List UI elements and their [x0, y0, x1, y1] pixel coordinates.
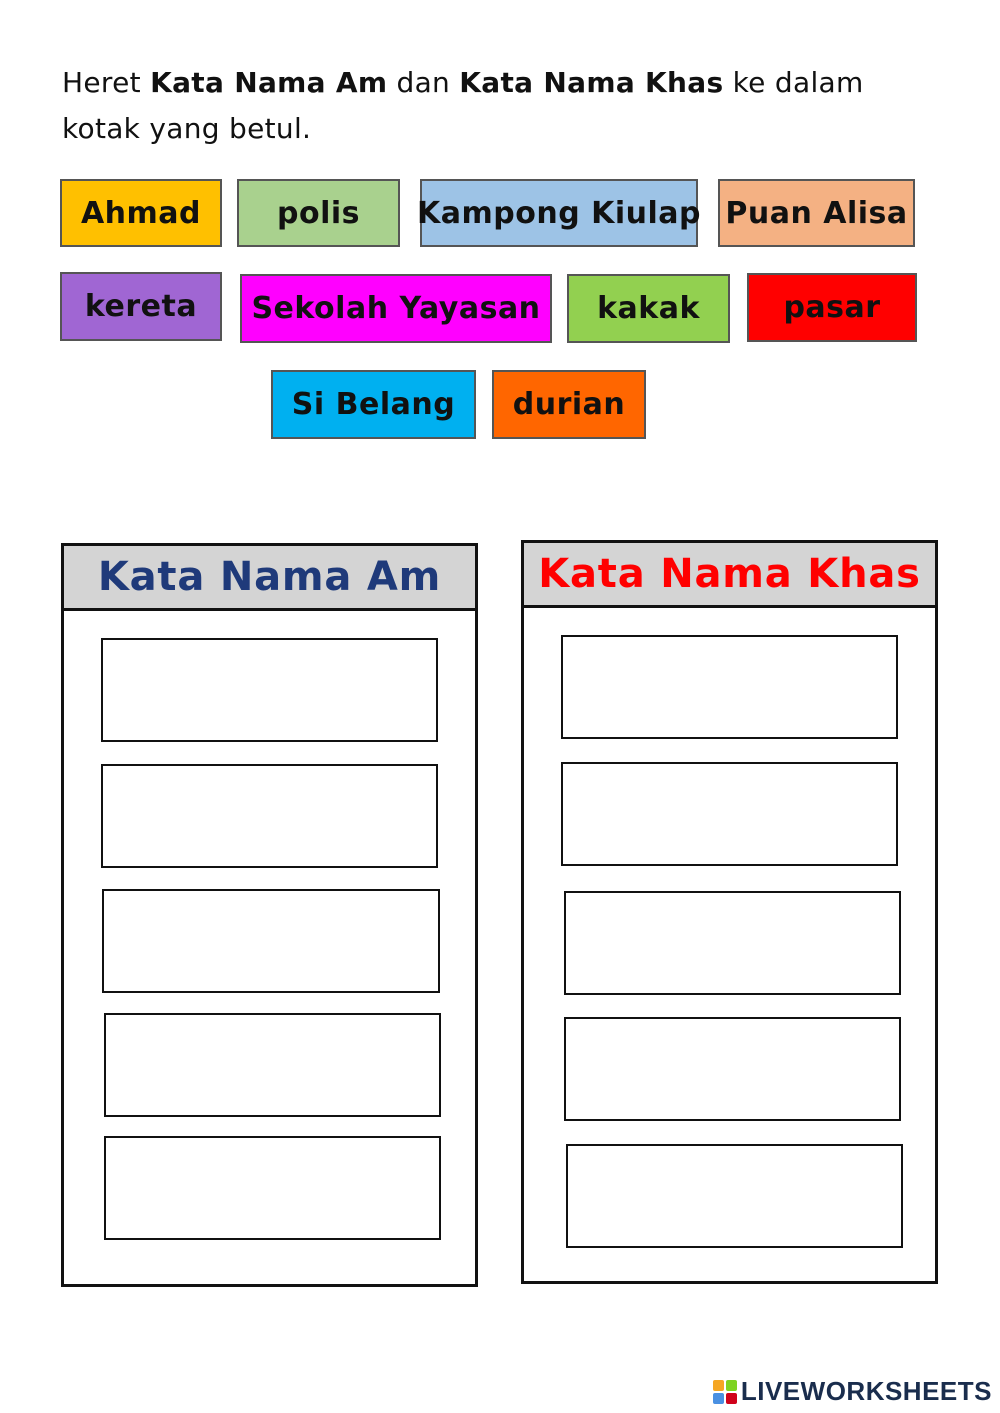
- drop-slot[interactable]: [101, 764, 438, 868]
- word-chip[interactable]: kakak: [567, 274, 730, 343]
- instruction-part: Heret: [62, 66, 151, 99]
- instruction-part: dan: [387, 66, 460, 99]
- word-chip[interactable]: durian: [492, 370, 646, 439]
- logo-tile: [726, 1380, 737, 1391]
- drop-slot[interactable]: [104, 1013, 441, 1117]
- brand-logo-icon: [713, 1380, 737, 1404]
- instruction-bold: Kata Nama Am: [150, 66, 388, 99]
- word-chip[interactable]: polis: [237, 179, 400, 247]
- column-kata-nama-khas: [521, 540, 938, 1284]
- drop-slot[interactable]: [101, 638, 438, 742]
- instruction-part: ke dalam kotak yang betul.: [62, 66, 864, 145]
- column-title: Kata Nama Am: [64, 546, 475, 611]
- drop-slot[interactable]: [102, 889, 440, 993]
- word-chip[interactable]: Si Belang: [271, 370, 476, 439]
- brand-name: LIVEWORKSHEETS: [740, 1376, 992, 1406]
- logo-tile: [713, 1393, 724, 1404]
- word-chip[interactable]: Puan Alisa: [718, 179, 915, 247]
- word-chip[interactable]: Ahmad: [60, 179, 222, 247]
- word-chip[interactable]: pasar: [747, 273, 917, 342]
- word-chip[interactable]: kereta: [60, 272, 222, 341]
- instruction-text: [62, 60, 942, 152]
- drop-slot[interactable]: [561, 635, 898, 739]
- logo-tile: [726, 1393, 737, 1404]
- logo-tile: [713, 1380, 724, 1391]
- drop-slot[interactable]: [561, 762, 898, 866]
- column-title: Kata Nama Khas: [524, 543, 935, 608]
- word-chip[interactable]: Sekolah Yayasan: [240, 274, 552, 343]
- word-chip[interactable]: Kampong Kiulap: [420, 179, 698, 247]
- drop-slot[interactable]: [104, 1136, 441, 1240]
- column-kata-nama-am: [61, 543, 478, 1287]
- drop-slot[interactable]: [566, 1144, 903, 1248]
- drop-slot[interactable]: [564, 891, 901, 995]
- drop-slot[interactable]: [564, 1017, 901, 1121]
- liveworksheets-brand: [713, 1376, 992, 1407]
- instruction-bold: Kata Nama Khas: [459, 66, 724, 99]
